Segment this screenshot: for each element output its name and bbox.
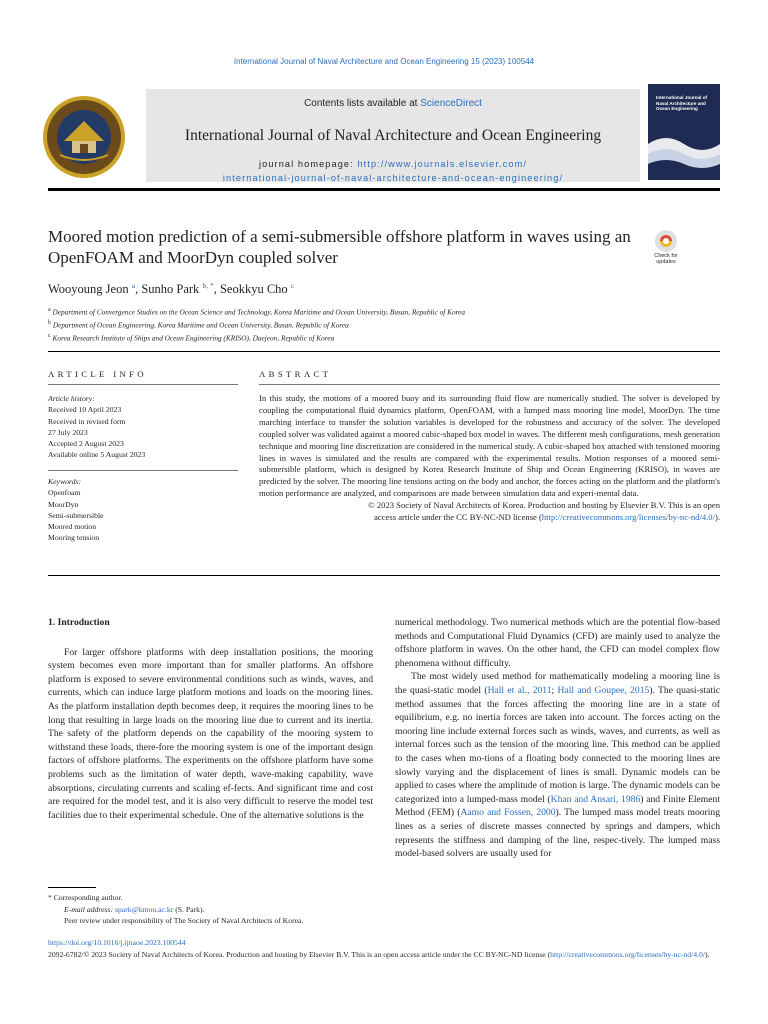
affiliation-text: Department of Convergence Studies on the Ocean Science and Technology, Korea Maritime and Ocean University, Busan, Republic of Korea (50, 307, 466, 317)
citation-link[interactable]: Hall and Goupee, 2015 (557, 684, 650, 696)
email-label: E-mail address: (64, 904, 115, 914)
journal-masthead (30, 84, 723, 187)
citation-link[interactable]: Hall et al., 2011 (487, 684, 552, 696)
paragraph-text: ). The lumped mass model treats mooring lines as a series of discrete masses connected by springs and dampers, which represents the stiffness and damping of the line, respec-tively. The lumped mass model-based solvers are usually used for (395, 807, 721, 860)
body-paragraph: numerical methodology. Two numerical methods which are the potential flow-based methods and Computational Fluid Dynamics (CFD) are mainly used to analyze the offshore platform in waves. On the other hand, the CFD can model complex flow phenomena without difficulty. (395, 617, 720, 669)
history-label: Article history: (48, 394, 95, 403)
citation-link[interactable]: Aamo and Fossen, 2000 (460, 807, 556, 819)
copyright-end: ). (714, 512, 720, 523)
keyword-list (48, 476, 238, 544)
abstract-copyright (259, 500, 720, 524)
email-link[interactable]: spark@kmou.ac.kr (114, 904, 174, 914)
author-list (48, 281, 294, 297)
body-column-left (48, 616, 373, 822)
check-for-updates-icon (648, 229, 684, 253)
abstract-rule (259, 384, 720, 385)
affiliation-item (48, 318, 728, 331)
journal-cover-thumbnail[interactable] (648, 84, 720, 180)
paragraph-text: ). The quasi-static method assumes that the forces affecting the mooring line are in a state of equilibrium, e.g. no inertia forces are taken into account. The forces acting on the mooring line include external forces such as winds, waves, and currents, as well as internal forces such as the tension of the mooring line. This method can be applied to the cases when mo-tions of a floating body connected to the mooring lines are slowly varying and the displacement of lines is small. Dynamic models can be applied to cases where the amplitude of motion is large. The dynamic models can be categorized into a lumped-mass model ( (395, 684, 720, 805)
keyword-item: Moored motion (48, 522, 97, 532)
body-column-right (395, 616, 720, 861)
abstract-body (259, 393, 720, 524)
affiliation-text: Korea Research Institute of Ships and Ocean Engineering (KRISO), Daejeon, Republic of Korea (50, 333, 335, 343)
author-affil-mark[interactable]: c (290, 281, 295, 290)
author-affil-mark[interactable]: a (131, 281, 136, 290)
keyword-item: MoorDyn (48, 499, 79, 509)
homepage-link-cont[interactable]: international-journal-of-naval-architecture-and-ocean-engineering/ (222, 173, 564, 183)
check-for-updates-badge[interactable] (648, 229, 684, 271)
homepage-label: journal homepage: (258, 159, 358, 169)
cover-wave-graphic (648, 124, 720, 180)
article-history (48, 393, 238, 461)
keyword-item: Openfoam (48, 488, 81, 498)
abstract-heading: ABSTRACT (259, 369, 332, 379)
doi-copyright-block (48, 937, 720, 960)
history-item: Received 10 April 2023 (48, 405, 122, 415)
peer-review-note: Peer review under responsibility of The Society of Naval Architects of Korea. (64, 916, 304, 925)
sciencedirect-link[interactable]: ScienceDirect (420, 98, 482, 109)
footnote-rule (48, 887, 96, 888)
affiliation-item (48, 305, 728, 318)
check-badge-line1: Check for (654, 253, 678, 259)
body-paragraph (395, 670, 720, 860)
journal-title: International Journal of Naval Architecture and Ocean Engineering (184, 127, 602, 144)
homepage-link[interactable]: http://www.journals.elsevier.com/ (357, 159, 528, 169)
society-seal-logo (42, 95, 126, 179)
paragraph-text: ) and Finite Element Method (FEM) ( (395, 793, 720, 819)
cover-title: International Journal of Naval Architecture and Ocean Engineering (656, 95, 708, 111)
contents-label: Contents lists available at (304, 98, 421, 109)
history-item: Received in revised form (48, 416, 126, 426)
paragraph-text: ; (551, 684, 558, 696)
section-heading-introduction: 1. Introduction (48, 617, 110, 628)
affiliation-mark: b (48, 319, 52, 326)
history-item: 27 July 2023 (48, 427, 88, 437)
issn-text: 2092-6782/© 2023 Society of Naval Architects of Korea. Production and hosting by Elsevier B.V. This is an open access article under the CC BY-NC-ND license ( (48, 949, 551, 959)
license-link[interactable]: http://creativecommons.org/licenses/by-nc-nd/4.0/ (550, 949, 706, 959)
keywords-label: Keywords: (48, 477, 82, 486)
check-badge-label (648, 253, 684, 265)
history-item: Accepted 2 August 2023 (48, 439, 124, 449)
doi-link[interactable]: https://doi.org/10.1016/j.ijnaoe.2023.100544 (48, 938, 186, 947)
copyright-line2: access article under the CC BY-NC-ND license ( (374, 512, 542, 523)
masthead-rule (48, 188, 720, 191)
copyright-line1: © 2023 Society of Naval Architects of Korea. Production and hosting by Elsevier B.V. This is an open (368, 500, 720, 511)
citation-link[interactable]: Khan and Ansari, 1986 (550, 793, 641, 805)
paragraph-text: The most widely used method for mathematically modeling a mooring line is the quasi-static model ( (395, 671, 720, 696)
keyword-item: Semi-submersible (48, 510, 104, 520)
keywords-rule (48, 470, 238, 471)
check-badge-line2: updates (656, 259, 676, 265)
author-name: Sunho Park (141, 282, 200, 297)
author-separator: , (135, 282, 142, 297)
paper-title: Moored motion prediction of a semi-submersible offshore platform in waves using an OpenFOAM and MoorDyn coupled solver (48, 227, 631, 267)
article-info-rule (48, 384, 238, 385)
affiliation-text: Department of Ocean Engineering, Korea Maritime and Ocean University, Busan, Republic of Korea (51, 320, 349, 330)
affiliation-item (48, 331, 728, 344)
keyword-item: Mooring tension (48, 533, 100, 543)
corresponding-author-note: * Corresponding author. (48, 893, 123, 902)
author-separator: , (213, 282, 220, 297)
contents-line (146, 98, 640, 109)
affiliation-list (48, 305, 728, 344)
journal-citation[interactable]: International Journal of Naval Architecture and Ocean Engineering 15 (2023) 100544 (233, 57, 535, 66)
author-name: Seokkyu Cho (219, 282, 288, 297)
header-divider (48, 351, 720, 352)
journal-homepage (146, 157, 640, 185)
email-suffix: (S. Park). (173, 904, 205, 914)
email-line (48, 904, 378, 916)
journal-header-band (146, 89, 640, 182)
abstract-divider (48, 575, 720, 576)
footnote (48, 892, 378, 927)
author-name: Wooyoung Jeon (48, 282, 129, 297)
article-info-heading: ARTICLE INFO (48, 369, 147, 379)
body-paragraph: For larger offshore platforms with deep installation positions, the mooring system becomes even more important than for smaller platforms. An offshore platform is exposed to severe environmental conditions such as winds, waves, and currents, which can induce large platform motions and loads on the mooring lines. As the platform installation depth becomes deep, it requires the mooring lines to be long that resulting in large loads on the mooring line due to current and its inertia. The safety of the platform depends on the capability of the mooring system to withstand these loads, there-fore the mooring system is one of the important design factors of offshore platforms. The experiments on the offshore platform have some problems such as the limitation of water depth, wave-making capability, wave absorptions, circulating currents and scaling ef-fects. And significant time and cost are required for the model test, and it is also very difficult to reserve the model test facilities due to their experimental schedule. One of the alternative solutions is the (48, 646, 373, 821)
issn-copyright (48, 949, 720, 961)
affiliation-mark: c (48, 332, 51, 339)
abstract-text: In this study, the motions of a moored buoy and its surrounding fluid flow are numerically studied. The solver is developed by coupling the computational fluid dynamics platform, OpenFOAM, with a lumped mass mooring line model, MoorDyn. The time marching interface to transfer the solution variables is developed for the robustness and accuracy of the solver. The developed coupled solver was validated against a moored cubic-shaped box model in waves. The different mesh configurations, mesh generation technique and mooring line discretization are considered in the numerical study. A cubic-shaped box attached with tensioned mooring lines in waves is simulated and the results are compared with the experimental results. Motion responses of a moored semi-submersible platform, which is designed by Korea Research Institute of Ship and Ocean Engineering (KRISO), in waves are predicted by the solver. The mooring line tensions acting on the body and anchor, the forces acting on the platform and the platform's motion performance are analyzed, and comparisons are made between simulation data and experi-mental data. (259, 393, 720, 499)
history-item: Available online 5 August 2023 (48, 450, 146, 460)
author-affil-mark[interactable]: b, * (202, 281, 214, 290)
issn-end: ). (705, 949, 710, 959)
license-link[interactable]: http://creativecommons.org/licenses/by-nc-nd/4.0/ (541, 512, 715, 523)
affiliation-mark: a (48, 307, 51, 313)
